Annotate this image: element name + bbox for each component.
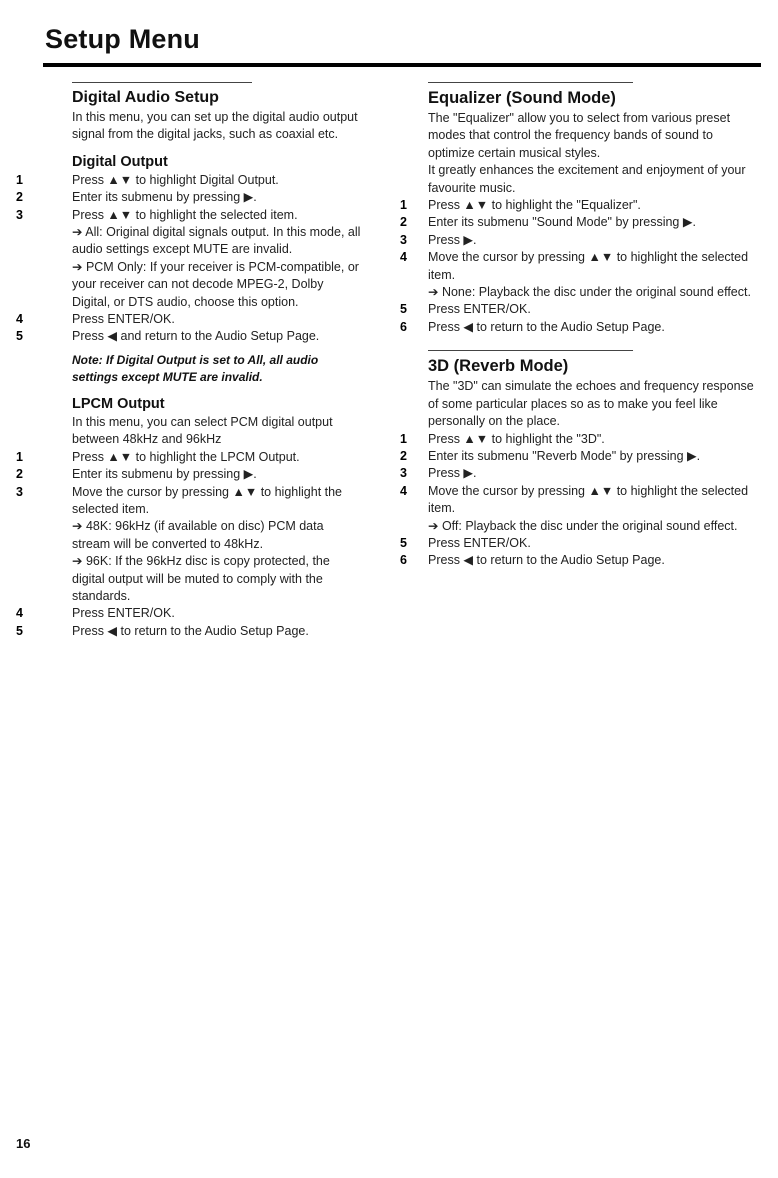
step-number: 3 [16,484,23,499]
step-number: 2 [400,448,407,463]
section-rule [428,350,633,351]
page-title: Setup Menu [45,24,200,54]
digital-output-steps [16,172,362,346]
step-text: Press ◀ to return to the Audio Setup Page. [428,319,665,334]
left-column [16,82,362,640]
step-item [16,605,362,622]
step-text: Press ENTER/OK. [428,535,531,550]
step-item [16,623,362,640]
step-text: Press ENTER/OK. [72,312,175,327]
step-number: 1 [400,431,407,446]
step-item [400,319,762,336]
step-item [400,552,762,569]
step-text: ➔ All: Original digital signals output. In this mode, all audio settings except MUTE are invalid. [72,225,361,257]
step-text: Press ◀ to return to the Audio Setup Page. [428,553,665,568]
step-text: Press ENTER/OK. [428,302,531,317]
step-number: 5 [400,535,407,550]
step-text: Enter its submenu "Sound Mode" by pressing ▶. [428,215,696,230]
step-text: Move the cursor by pressing ▲▼ to highlight the selected item. [72,484,343,516]
step-text: Enter its submenu by pressing ▶. [72,190,257,205]
step-number: 2 [16,190,23,205]
equalizer-intro-2: It greatly enhances the excitement and enjoyment of your favourite music. [428,163,746,195]
step-item [16,172,362,189]
step-item [16,311,362,328]
step-number: 1 [16,449,23,464]
step-number: 5 [16,623,23,638]
digital-audio-heading: Digital Audio Setup [72,89,219,106]
step-number: 5 [400,302,407,317]
step-text: Move the cursor by pressing ▲▼ to highlight the selected item. [428,250,749,282]
equalizer-intro: The "Equalizer" allow you to select from various preset modes that control the frequency bands of sound to optimize certain musical styles. [428,111,731,160]
step-number: 1 [16,172,23,187]
step-text: Press ▲▼ to highlight the selected item. [72,207,298,222]
step-number: 4 [16,606,23,621]
step-item [16,484,362,519]
step-item [400,448,762,465]
step-text: ➔ None: Playback the disc under the original sound effect. [428,285,751,300]
step-number: 2 [16,467,23,482]
step-item [16,328,362,345]
step-text: Press ENTER/OK. [72,606,175,621]
step-number: 3 [16,207,23,222]
section-rule [72,82,252,83]
step-number: 5 [16,329,23,344]
step-text: Move the cursor by pressing ▲▼ to highlight the selected item. [428,483,749,516]
title-rule [43,63,761,67]
step-text: ➔ 48K: 96kHz (if available on disc) PCM data stream will be converted to 48kHz. [72,519,324,551]
equalizer-steps [400,197,762,336]
step-item [16,259,362,311]
reverb-intro: The "3D" can simulate the echoes and frequency response of some particular places so as to make you feel like personally on the place. [428,379,754,429]
step-item [400,483,762,518]
step-item [400,214,762,231]
step-number: 4 [16,312,23,327]
step-item [400,284,762,301]
step-item [400,249,762,284]
right-column [400,82,762,570]
step-item [16,518,362,553]
step-item [400,535,762,552]
step-number: 2 [400,215,407,230]
step-text: Press ▲▼ to highlight the "Equalizer". [428,198,641,213]
step-item [400,232,762,249]
lpcm-output-intro: In this menu, you can select PCM digital output between 48kHz and 96kHz [72,414,333,447]
step-text: ➔ Off: Playback the disc under the original sound effect. [428,518,738,533]
step-item [16,466,362,483]
digital-output-heading: Digital Output [72,153,168,170]
digital-output-note: Note: If Digital Output is set to All, all audio settings except MUTE are invalid. [72,352,319,384]
step-number: 6 [400,319,407,334]
step-text: Enter its submenu by pressing ▶. [72,467,257,482]
step-text: Press ▶. [428,232,477,247]
step-item [400,465,762,482]
digital-audio-intro: In this menu, you can set up the digital audio output signal from the digital jacks, such as coaxial etc. [72,110,358,142]
step-item [16,189,362,206]
reverb-steps [400,431,762,570]
step-item [16,224,362,259]
step-text: Press ▲▼ to highlight the LPCM Output. [72,449,300,464]
step-item [400,431,762,448]
step-item [400,518,762,535]
step-item [400,301,762,318]
step-text: Press ▲▼ to highlight the "3D". [428,431,605,446]
step-item [16,553,362,605]
step-text: Press ◀ to return to the Audio Setup Page. [72,623,309,638]
step-text: Press ▲▼ to highlight Digital Output. [72,172,279,187]
step-number: 4 [400,250,407,265]
step-item [16,449,362,466]
step-item [400,197,762,214]
step-number: 1 [400,198,407,213]
step-text: ➔ PCM Only: If your receiver is PCM-compatible, or your receiver can not decode MPEG-2, Dolby Digital, or DTS audio, choose this option. [72,259,359,309]
page-number: 16 [16,1136,31,1151]
step-item [16,207,362,224]
step-text: Press ▶. [428,466,477,481]
step-text: Press ◀ and return to the Audio Setup Page. [72,329,320,344]
lpcm-output-heading: LPCM Output [72,395,165,412]
reverb-heading: 3D (Reverb Mode) [428,357,569,376]
lpcm-output-steps [16,449,362,640]
step-number: 3 [400,232,407,247]
step-number: 4 [400,483,407,498]
step-number: 3 [400,466,407,481]
section-rule [428,82,633,83]
equalizer-heading: Equalizer (Sound Mode) [428,89,616,107]
step-number: 6 [400,553,407,568]
step-text: Enter its submenu "Reverb Mode" by pressing ▶. [428,448,701,463]
step-text: ➔ 96K: If the 96kHz disc is copy protected, the digital output will be muted to comply with the standards. [72,554,330,603]
